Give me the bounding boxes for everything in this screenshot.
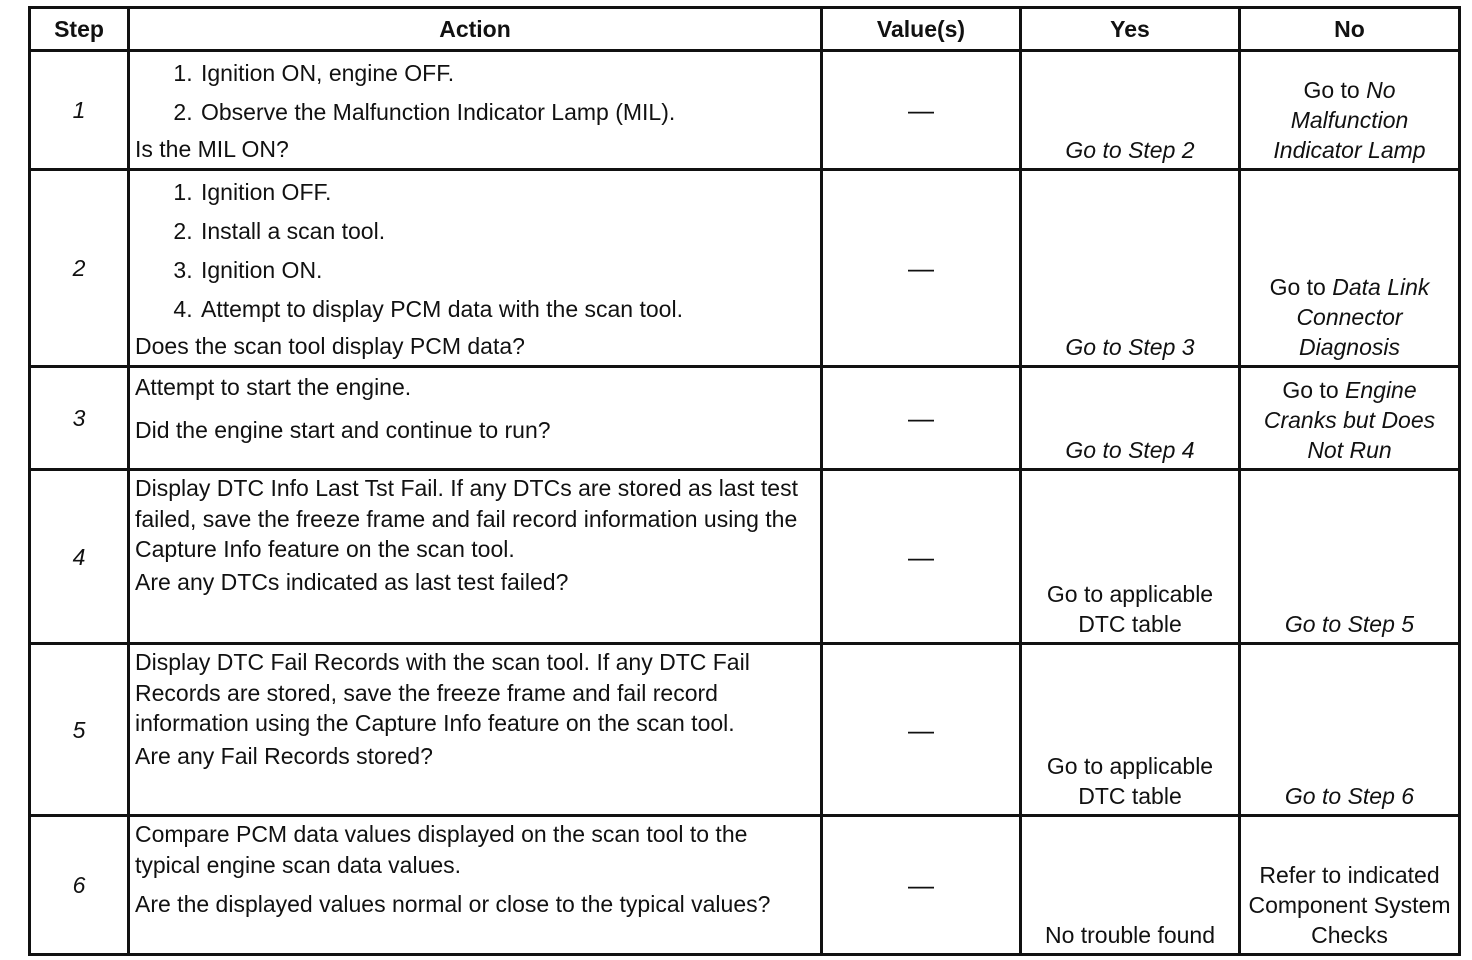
action-list bbox=[135, 54, 812, 132]
no-target: Engine Cranks but Does Not Run bbox=[1263, 377, 1436, 463]
header-no: No bbox=[1240, 8, 1460, 51]
no-cell bbox=[1240, 470, 1460, 644]
action-text: Compare PCM data values displayed on the scan tool to the typical engine scan data values. bbox=[135, 821, 748, 878]
action-text: Display DTC Fail Records with the scan tool. If any DTC Fail Records are stored, save the freeze frame and fail record information using the Capture Info feature on the scan tool. bbox=[135, 649, 750, 736]
header-step: Step bbox=[30, 8, 129, 51]
no-cell bbox=[1240, 644, 1460, 816]
step-number: 5 bbox=[30, 644, 129, 816]
action-cell bbox=[129, 470, 822, 644]
action-cell bbox=[129, 367, 822, 470]
yes-cell bbox=[1021, 170, 1240, 367]
header-yes: Yes bbox=[1021, 8, 1240, 51]
diagnostic-table bbox=[28, 6, 1461, 956]
no-target: Go to Step 5 bbox=[1284, 611, 1415, 637]
yes-cell: Go to applicable DTC table bbox=[1021, 644, 1240, 816]
header-action: Action bbox=[129, 8, 822, 51]
action-question: Are any Fail Records stored? bbox=[135, 742, 433, 769]
value-cell: — bbox=[822, 470, 1021, 644]
no-cell bbox=[1240, 367, 1460, 470]
action-text: Display DTC Info Last Tst Fail. If any DTCs are stored as last test failed, save the freeze frame and fail record information using the Capture Info feature on the scan tool. bbox=[135, 475, 798, 562]
value-cell: — bbox=[822, 644, 1021, 816]
step-number: 4 bbox=[30, 470, 129, 644]
no-prefix: Go to bbox=[1303, 77, 1360, 103]
no-cell: Refer to indicated Component System Checks bbox=[1240, 816, 1460, 955]
yes-cell bbox=[1021, 367, 1240, 470]
no-cell bbox=[1240, 170, 1460, 367]
value-cell: — bbox=[822, 367, 1021, 470]
action-list-item: 4. Attempt to display PCM data with the scan tool. bbox=[199, 290, 812, 329]
no-target: No Malfunction Indicator Lamp bbox=[1273, 77, 1426, 163]
table-row bbox=[30, 816, 1460, 955]
action-question: Are the displayed values normal or close to the typical values? bbox=[135, 891, 771, 917]
table-row bbox=[30, 644, 1460, 816]
table-row bbox=[30, 170, 1460, 367]
action-list-item: 1. Ignition OFF. bbox=[199, 173, 812, 212]
action-text: Attempt to start the engine. bbox=[135, 374, 412, 400]
table-row bbox=[30, 51, 1460, 170]
action-list-item: 2. Install a scan tool. bbox=[199, 212, 812, 251]
yes-target: Go to Step 2 bbox=[1065, 137, 1195, 163]
value-cell: — bbox=[822, 51, 1021, 170]
no-prefix: Go to bbox=[1282, 377, 1339, 403]
yes-target: Go to Step 4 bbox=[1065, 437, 1195, 463]
no-target: Go to Step 6 bbox=[1284, 783, 1415, 809]
value-cell: — bbox=[822, 816, 1021, 955]
action-question: Are any DTCs indicated as last test failed? bbox=[135, 568, 569, 595]
action-question: Is the MIL ON? bbox=[135, 136, 289, 162]
step-number: 6 bbox=[30, 816, 129, 955]
action-cell bbox=[129, 816, 822, 955]
no-cell bbox=[1240, 51, 1460, 170]
action-list-item: 2. Observe the Malfunction Indicator Lamp (MIL). bbox=[199, 93, 812, 132]
value-cell: — bbox=[822, 170, 1021, 367]
no-target: Data Link Connector Diagnosis bbox=[1296, 274, 1430, 360]
step-number: 2 bbox=[30, 170, 129, 367]
yes-cell bbox=[1021, 51, 1240, 170]
action-list-item: 3. Ignition ON. bbox=[199, 251, 812, 290]
table-row bbox=[30, 367, 1460, 470]
header-row bbox=[30, 8, 1460, 51]
action-cell bbox=[129, 51, 822, 170]
yes-target: Go to Step 3 bbox=[1065, 334, 1195, 360]
step-number: 3 bbox=[30, 367, 129, 470]
header-values: Value(s) bbox=[822, 8, 1021, 51]
action-question: Does the scan tool display PCM data? bbox=[135, 333, 525, 359]
action-question: Did the engine start and continue to run? bbox=[135, 417, 551, 443]
yes-cell: Go to applicable DTC table bbox=[1021, 470, 1240, 644]
table-row bbox=[30, 470, 1460, 644]
action-cell bbox=[129, 170, 822, 367]
action-list bbox=[135, 173, 812, 329]
step-number: 1 bbox=[30, 51, 129, 170]
no-prefix: Go to bbox=[1269, 274, 1326, 300]
yes-cell: No trouble found bbox=[1021, 816, 1240, 955]
action-cell bbox=[129, 644, 822, 816]
action-list-item: 1. Ignition ON, engine OFF. bbox=[199, 54, 812, 93]
